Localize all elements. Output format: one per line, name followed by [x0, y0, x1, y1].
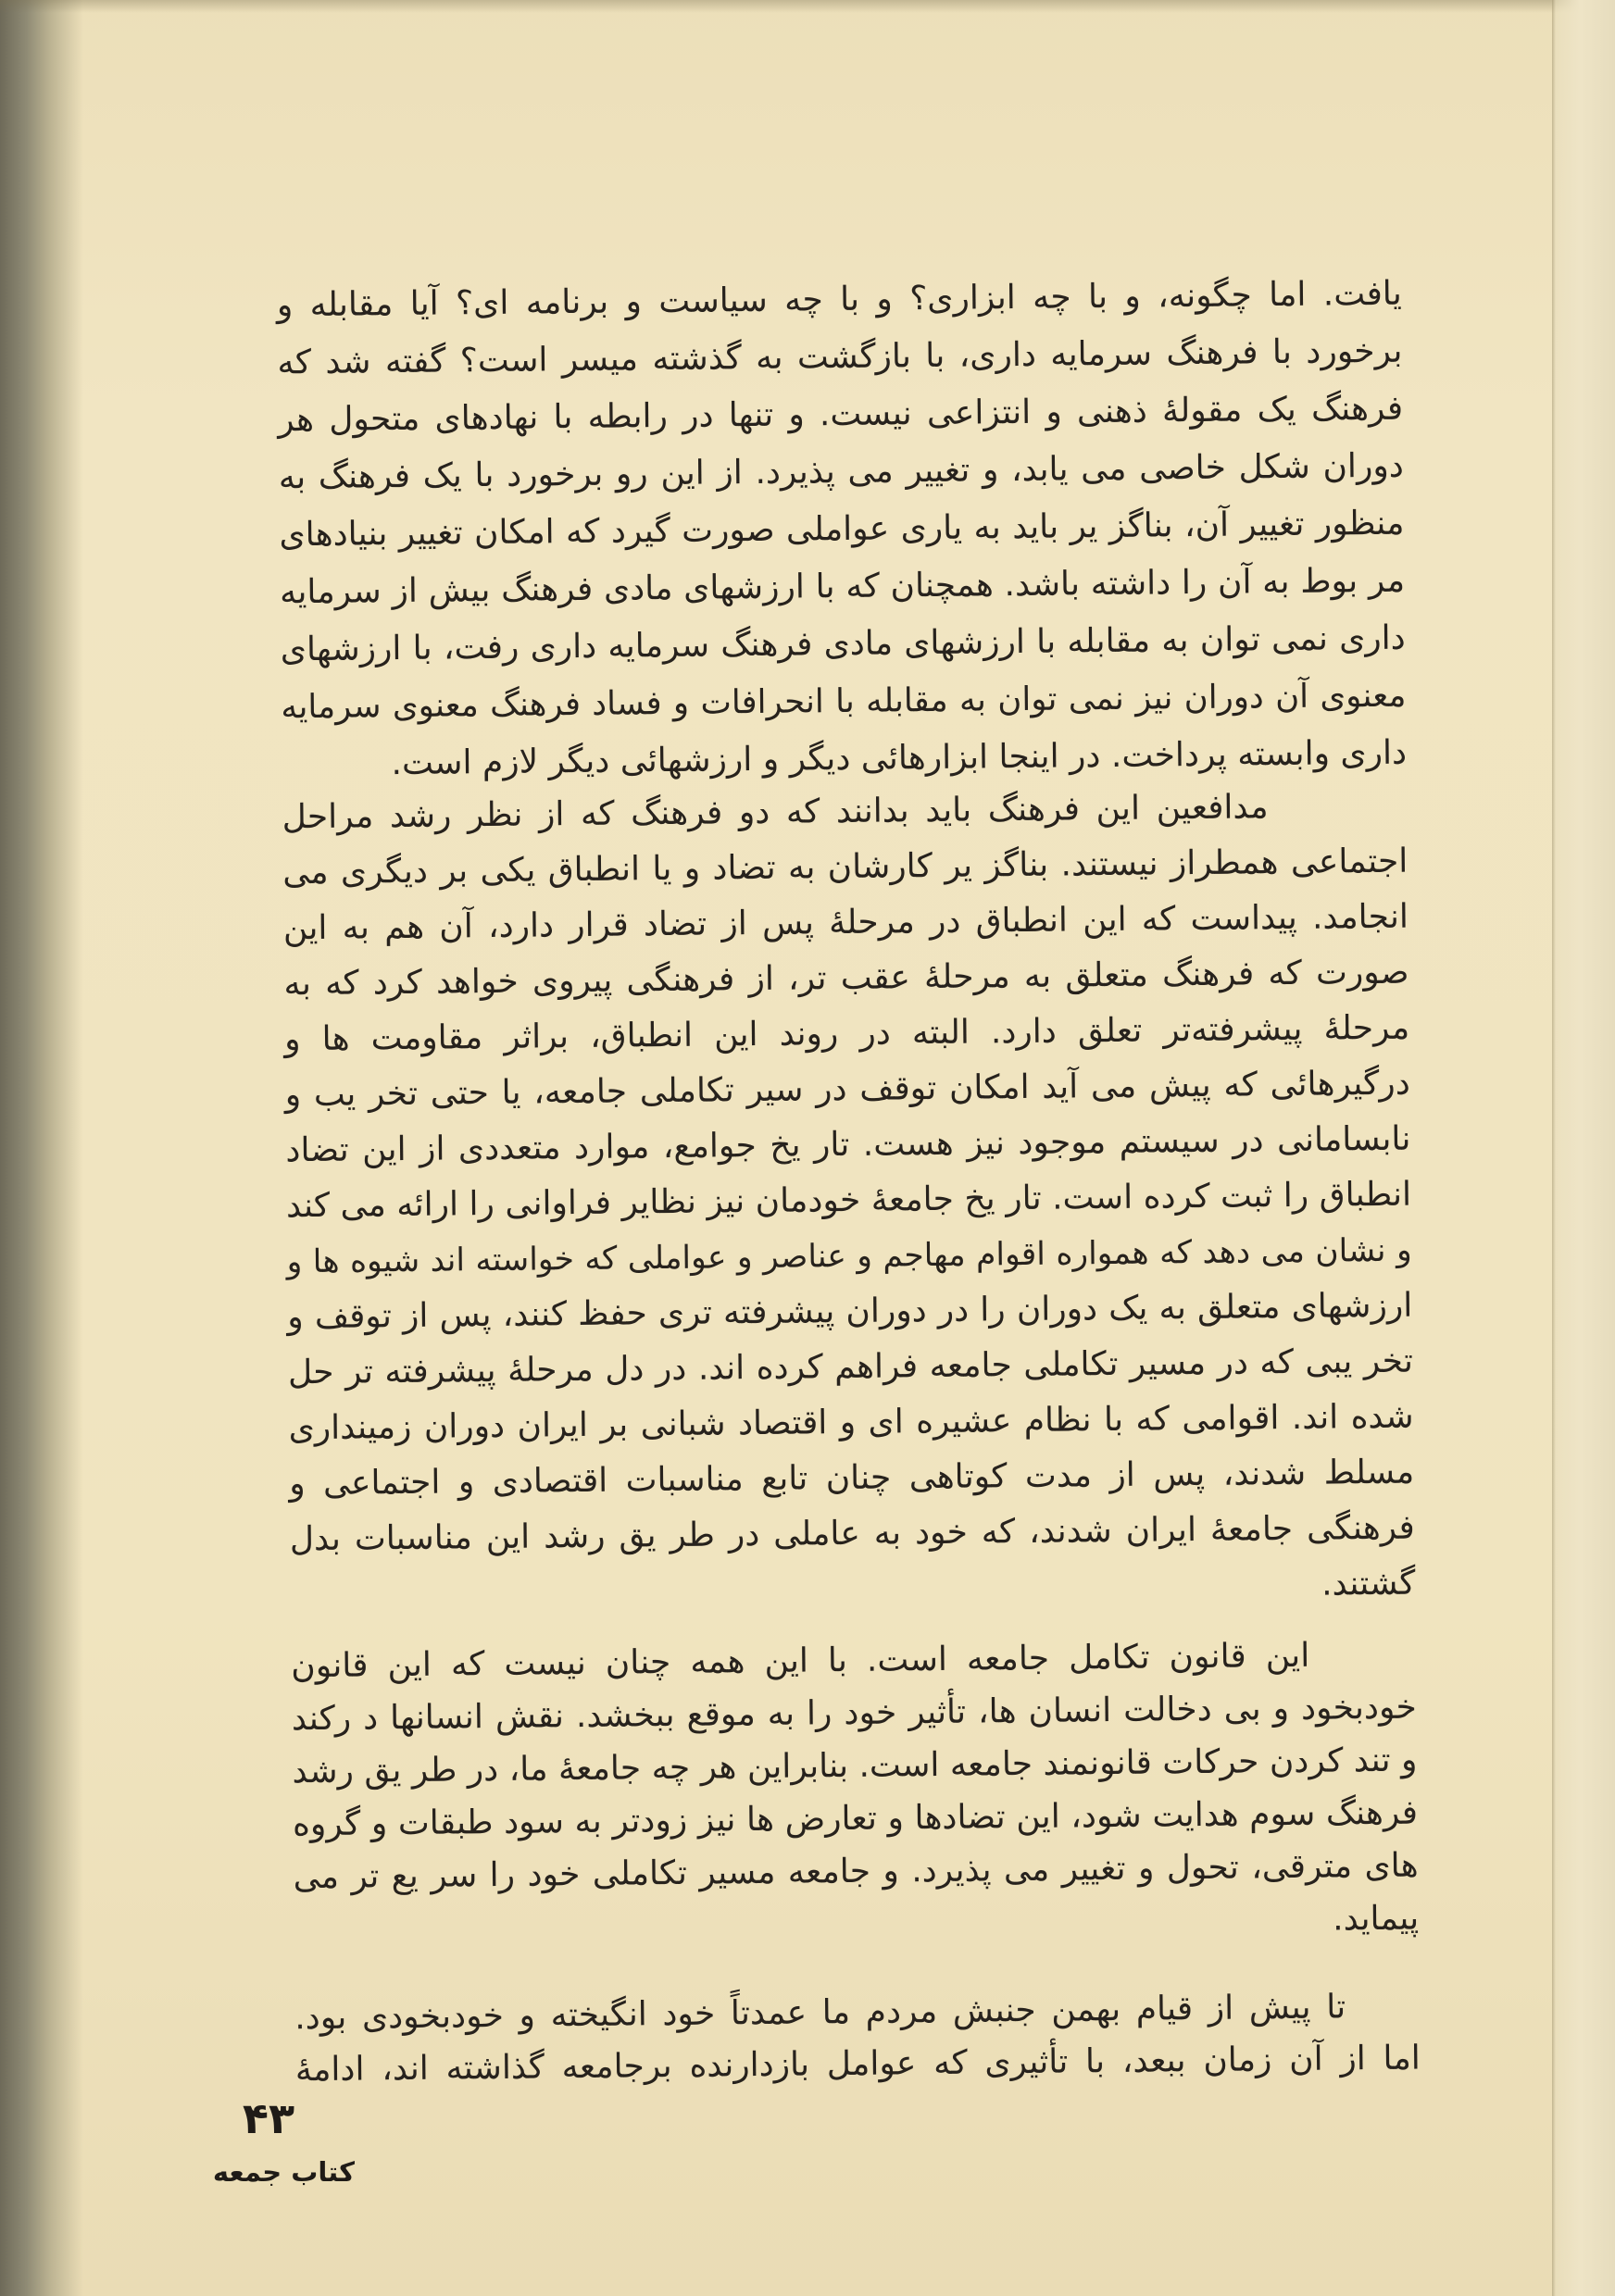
- text-line: داری نمی توان به مقابله با ارزشهای مادی فرهنگ سرمایه داری رفت، با ارزشهای: [280, 618, 1406, 669]
- text-line: یافت. اما چگونه، و با چه ابزاری؟ و با چه سیاست و برنامه ای؟ آیا مقابله و: [276, 274, 1403, 325]
- paragraph: [277, 266, 1408, 794]
- text-line: انطباق را ثبت کرده است. تار یخ جامعهٔ خودمان نیز نظایر فراوانی را ارائه می کند: [285, 1175, 1412, 1226]
- text-line: معنوی آن دوران نیز نمی توان به مقابله با انحرافات و فساد فرهنگ معنوی سرمایه: [281, 676, 1407, 727]
- text-line: دوران شکل خاصی می یابد، و تغییر می پذیرد. از این رو برخورد با یک فرهنگ به: [278, 446, 1404, 497]
- text-line: درگیرهائی که پیش می آید امکان توقف در سیر تکاملی جامعه، یا حتی تخر یب و: [284, 1064, 1410, 1115]
- text-line: شده اند. اقوامی که با نظام عشیره ای و اقتصاد شبانی بر ایران دوران زمینداری: [288, 1397, 1414, 1448]
- text-line: مرحلهٔ پیشرفته‌تر تعلق دارد. البته در روند این انطباق، براثر مقاومت ها و: [283, 1008, 1410, 1059]
- text-line: مر بوط به آن را داشته باشد. همچنان که با ارزشهای مادی فرهنگ بیش از سرمایه: [279, 561, 1406, 612]
- text-line: اما از آن زمان ببعد، با تأثیری که عوامل بازدارنده برجامعه گذاشته اند، ادامهٔ: [294, 2039, 1421, 2090]
- paragraph: [291, 1628, 1420, 1957]
- text-line: داری وابسته پرداخت. در اینجا ابزارهائی دیگر و ارزشهائی دیگر لازم است.: [391, 733, 1408, 783]
- paragraph: [294, 1981, 1421, 2097]
- text-line: برخورد با فرهنگ سرمایه داری، با بازگشت به گذشته میسر است؟ گفته شد که: [277, 331, 1403, 382]
- text-line: خودبخود و بی دخالت انسان ها، تأثیر خود را به موقع ببخشد. نقش انسانها د رکند: [291, 1688, 1418, 1739]
- paragraph: [282, 779, 1415, 1624]
- text-line: و نشان می دهد که همواره اقوام مهاجم و عناصر و عواملی که خواسته اند شیوه ها و: [286, 1231, 1412, 1281]
- text-line: و تند کردن حرکات قانونمند جامعه است. بنابراین هر چه جامعهٔ ما، در طر یق رشد: [292, 1741, 1418, 1791]
- text-line: این قانون تکامل جامعه است. با این همه چنان نیست که این قانون: [291, 1636, 1310, 1686]
- text-line: تخر یبی که در مسیر تکاملی جامعه فراهم کرده اند. در دل مرحلهٔ پیشرفته تر حل: [287, 1341, 1414, 1392]
- text-line: مدافعین این فرهنگ باید بدانند که دو فرهنگ که از نظر رشد مراحل: [282, 788, 1269, 837]
- scan-shadow-left: [0, 0, 83, 2296]
- text-line: فرهنگ یک مقولهٔ ذهنی و انتزاعی نیست. و تنها در رابطه با نهادهای متحول هر: [277, 389, 1404, 440]
- text-line: های مترقی، تحول و تغییر می پذیرد. و جامعه مسیر تکاملی خود را سر یع تر می: [293, 1846, 1419, 1897]
- page-number: ۴۳: [242, 2093, 295, 2143]
- text-line: انجامد. پیداست که این انطباق در مرحلهٔ پس از تضاد قرار دارد، آن هم به این: [282, 897, 1409, 948]
- text-line: ارزشهای متعلق به یک دوران را در دوران پیشرفته تری حفظ کنند، پس از توقف و: [287, 1286, 1413, 1337]
- text-line: فرهنگ سوم هدایت شود، این تضادها و تعارض ها نیز زودتر به سود طبقات و گروه: [292, 1793, 1419, 1844]
- text-line: نابسامانی در سیستم موجود نیز هست. تار یخ جوامع، موارد متعددی از این تضاد: [285, 1119, 1411, 1170]
- text-line: مسلط شدند، پس از مدت کوتاهی چنان تابع مناسبات اقتصادی و اجتماعی و: [288, 1453, 1415, 1504]
- text-line: فرهنگی جامعهٔ ایران شدند، که خود به عاملی در طر یق رشد این مناسبات بدل: [289, 1508, 1415, 1559]
- text-line: منظور تغییر آن، بناگز یر باید به یاری عواملی صورت گیرد که امکان تغییر بنیادهای: [279, 504, 1405, 555]
- text-line: تا پیش از قیام بهمن جنبش مردم ما عمدتاً خود انگیخته و خودبخودی بود.: [294, 1988, 1346, 2038]
- text-line: گشتند.: [1321, 1564, 1416, 1603]
- publication-title: کتاب جمعه: [212, 2156, 355, 2188]
- text-line: اجتماعی همطراز نیستند. بناگز یر کارشان به تضاد و یا انطباق یکی بر دیگری می: [282, 842, 1408, 892]
- body-text: [273, 0, 1421, 2116]
- text-line: صورت که فرهنگ متعلق به مرحلهٔ عقب تر، از فرهنگی پیروی خواهد کرد که به: [283, 953, 1409, 1004]
- page-edge-right: [1552, 0, 1615, 2296]
- text-line: پیماید.: [1332, 1899, 1420, 1939]
